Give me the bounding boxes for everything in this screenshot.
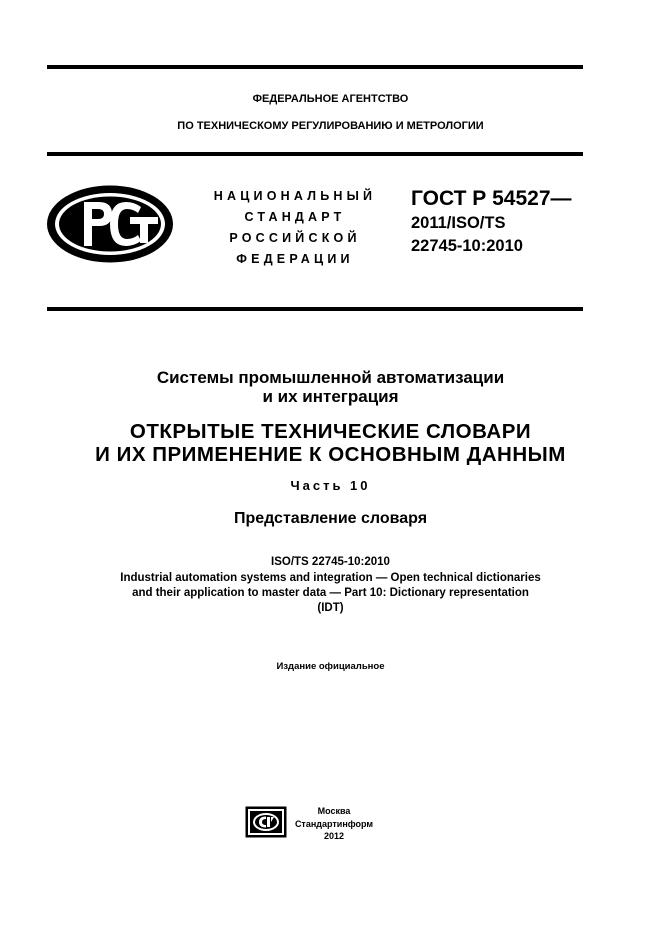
main-title-line-1: ОТКРЫТЫЕ ТЕХНИЧЕСКИЕ СЛОВАРИ: [129, 420, 532, 443]
main-title-line-2: И ИХ ПРИМЕНЕНИЕ К ОСНОВНЫМ ДАННЫМ: [95, 443, 566, 466]
publisher-name: Стандартинформ: [294, 818, 374, 829]
edition-label: Издание официальное: [276, 661, 385, 672]
national-standard-label: [190, 186, 400, 270]
block-rule: [47, 307, 583, 311]
series-title-line-1: Системы промышленной автоматизации: [156, 368, 505, 387]
national-line-1: НАЦИОНАЛЬНЫЙ: [213, 189, 377, 203]
national-line-4: ФЕДЕРАЦИИ: [236, 252, 354, 266]
rst-gost-logo-icon: [44, 183, 176, 265]
national-line-2: СТАНДАРТ: [244, 210, 346, 224]
iso-title-line-1: Industrial automation systems and integration — Open technical dictionaries: [120, 572, 541, 584]
iso-idt: (IDT): [317, 602, 344, 614]
part-subtitle: Представление словаря: [233, 510, 428, 527]
agency-line-2: ПО ТЕХНИЧЕСКОМУ РЕГУЛИРОВАНИЮ И МЕТРОЛОГИИ: [177, 120, 484, 132]
standartinform-logo-icon: [245, 806, 287, 838]
publisher-city: Москва: [317, 806, 351, 816]
series-title-line-2: и их интеграция: [262, 387, 399, 406]
standard-number-line-1: ГОСТ Р 54527—: [411, 187, 572, 210]
top-rule: [47, 65, 583, 69]
standard-number-line-2: 2011/ISO/TS: [411, 214, 506, 232]
part-number: Часть 10: [290, 478, 371, 493]
standard-number: [411, 188, 611, 254]
iso-title-line-2: and their application to master data — Part 10: Dictionary representation: [132, 587, 529, 599]
agency-line-1: ФЕДЕРАЛЬНОЕ АГЕНТСТВО: [252, 93, 409, 105]
standard-number-line-3: 22745-10:2010: [411, 236, 523, 255]
header-rule: [47, 152, 583, 156]
publication-year: 2012: [323, 831, 345, 841]
national-line-3: РОССИЙСКОЙ: [229, 231, 361, 245]
publisher-block: [292, 805, 376, 843]
iso-code: ISO/TS 22745-10:2010: [271, 556, 390, 568]
